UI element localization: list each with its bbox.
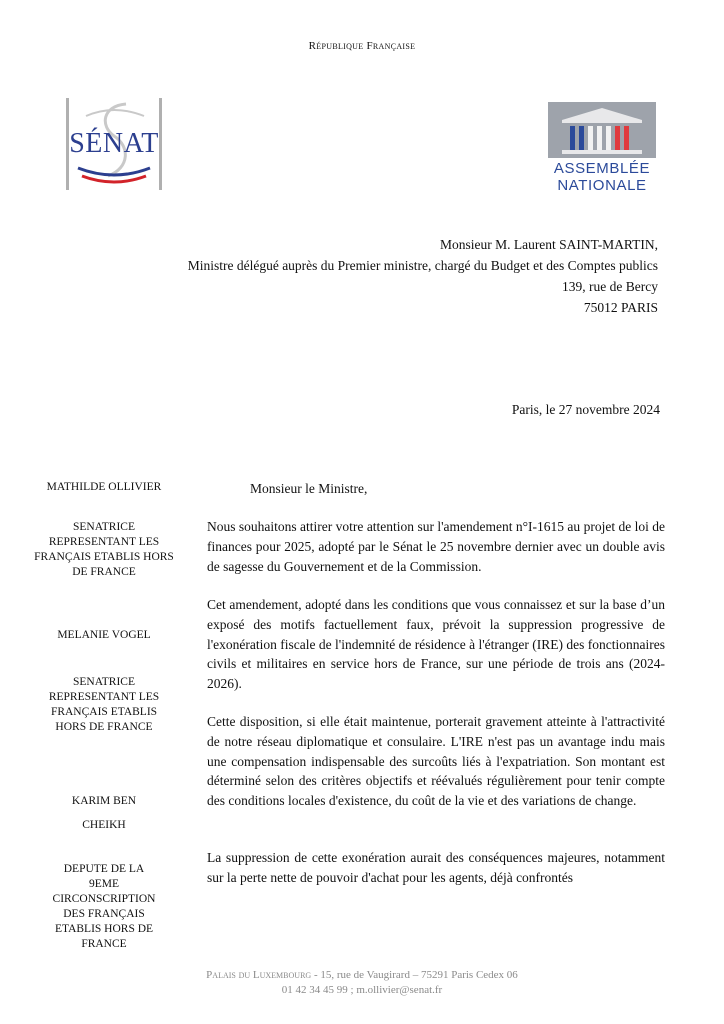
signatory-name-3b: CHEIKH	[82, 819, 126, 831]
signatory-role-2: SENATRICE REPRESENTANT LES FRANÇAIS ETABLIS HORS DE FRANCE	[48, 676, 160, 733]
signatory-role-3: DEPUTE DE LA 9EME CIRCONSCRIPTION DES FRANÇAIS ETABLIS HORS DE FRANCE	[52, 863, 156, 950]
signatory-name-3a: KARIM BEN	[71, 795, 137, 807]
assemblee-line1: ASSEMBLÉE	[553, 160, 651, 177]
letter-date: Paris, le 27 novembre 2024	[511, 402, 660, 417]
footer-contact: 01 42 34 45 99 ; m.ollivier@senat.fr	[281, 984, 443, 996]
signatory-role-1: SENATRICE REPRESENTANT LES FRANÇAIS ETABLIS HORS DE FRANCE	[34, 521, 174, 578]
letter-greeting: Monsieur le Ministre,	[250, 481, 368, 496]
footer-address: - 15, rue de Vaugirard – 75291 Paris Cedex 06	[311, 969, 518, 981]
svg-text:SÉNAT: SÉNAT	[69, 128, 159, 159]
signatory-name-2: MELANIE VOGEL	[57, 629, 151, 641]
assemblee-nationale-logo	[548, 102, 656, 192]
letter-paragraph-4: La suppression de cette exonération aurait des conséquences majeures, notamment sur la perte nette de pouvoir d'achat pour les agents, déjà confrontés	[207, 850, 665, 885]
senat-logo	[64, 96, 164, 192]
signatory-name-1: MATHILDE OLLIVIER	[46, 481, 162, 493]
recipient-title: Ministre délégué auprès du Premier ministre, chargé du Budget et des Comptes publics	[187, 258, 658, 273]
letter-paragraph-3: Cette disposition, si elle était maintenue, porterait gravement atteinte à l'attractivité de notre réseau diplomatique et consulaire. L'IRE n'est pas un avantage indu mais une compensation indispensable des surcoûts liés à l'expatriation. Son montant est déterminé selon des critères objectifs et réévalués régulièrement pour tenir compte des conditions locales d'existence, du coût de la vie et des variations de change.	[207, 714, 665, 809]
recipient-city: 75012 PARIS	[583, 300, 658, 315]
letter-paragraph-1: Nous souhaitons attirer votre attention sur l'amendement n°I-1615 au projet de loi de finances pour 2025, adopté par le Sénat le 25 novembre dernier avec un double avis de sagesse du Gouvernement et de la Commission.	[207, 519, 665, 574]
republic-header: République Française	[308, 40, 416, 52]
page-footer	[0, 968, 724, 998]
recipient-name: Monsieur M. Laurent SAINT-MARTIN,	[439, 237, 658, 252]
recipient-street: 139, rue de Bercy	[562, 279, 658, 294]
letter-paragraph-2: Cet amendement, adopté dans les conditions que vous connaissez et sur la base d’un exposé des motifs factuellement faux, prévoit la suppression progressive de l'exonération fiscale de l'indemnité de résidence à l'étranger (IRE) des fonctionnaires civils et militaires en service hors de France, sur une période de trois ans (2024-2026).	[207, 597, 665, 692]
footer-palace: Palais du Luxembourg	[206, 969, 312, 981]
assemblee-line2: NATIONALE	[557, 177, 647, 192]
recipient-address	[188, 234, 658, 318]
